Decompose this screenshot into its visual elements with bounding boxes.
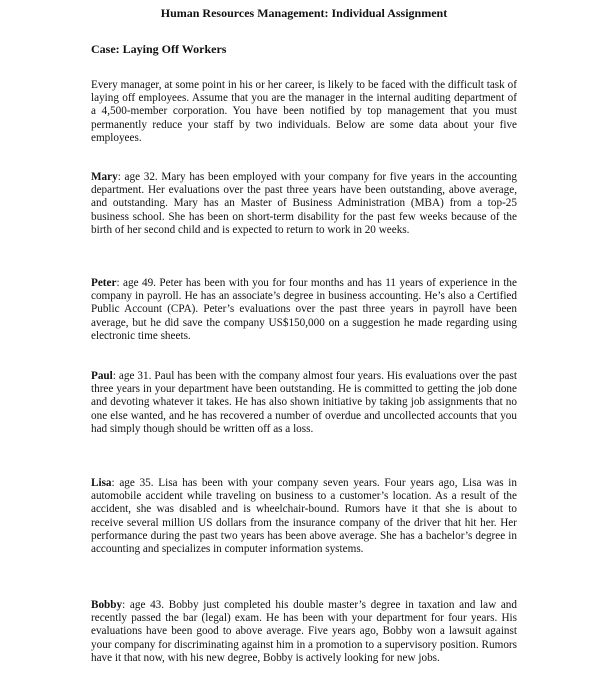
employee-name: Lisa [91, 477, 112, 489]
employee-paragraph-paul [91, 370, 517, 436]
intro-paragraph: Every manager, at some point in his or her career, is likely to be faced with the difficult task of laying off employees. Assume that you are the manager in the internal auditing department of a 4,500-member corporation. You have been notified by top management that you must permanently reduce your staff by two individuals. Below are some data about your five employees. [91, 79, 517, 144]
employee-description: : age 32. Mary has been employed with your company for five years in the accounting department. Her evaluations over the past three years have been outstanding, above average, and outstanding. Mary has an Master of Business Administration (MBA) from a top-25 business school. She has been on short-term disability for the past few weeks because of the birth of her second child and is expected to return to work in 20 weeks. [91, 171, 517, 236]
employee-description: : age 49. Peter has been with you for four months and has 11 years of experience in the company in payroll. He has an associate’s degree in business accounting. He’s also a Certified Public Account (CPA). Peter’s evaluations over the past three years in payroll have been average, but he did save the company US$150,000 on a suggestion he made regarding using electronic time sheets. [91, 277, 517, 342]
employee-paragraph-mary [91, 171, 517, 237]
employee-name: Peter [91, 277, 117, 289]
employee-name: Paul [91, 370, 113, 382]
employee-description: : age 35. Lisa has been with your company seven years. Four years ago, Lisa was in automobile accident while traveling on business to a customer’s location. As a result of the accident, she was disabled and is wheelchair-bound. Rumors have it that she is about to receive several million US dollars from the insurance company of the driver that hit her. Her performance during the past two years has been above average. She has a bachelor’s degree in accounting and specializes in computer information systems. [91, 477, 517, 556]
employee-paragraph-peter [91, 277, 517, 343]
employee-name: Bobby [91, 599, 123, 611]
employee-paragraph-bobby [91, 599, 517, 665]
employee-description: : age 31. Paul has been with the company almost four years. His evaluations over the past three years in your department have been outstanding. He is committed to getting the job done and devoting whatever it takes. He has also shown initiative by taking job assignments that no one else wanted, and he has recovered a number of overdue and uncollected accounts that you had simply though should be written off as a loss. [91, 370, 517, 435]
document-title: Human Resources Management: Individual Assignment [160, 6, 448, 20]
employee-description: : age 43. Bobby just completed his double master’s degree in taxation and law and recently passed the bar (legal) exam. He has been with your department for four years. His evaluations have been good to above average. Five years ago, Bobby won a lawsuit against your company for discriminating against him in a promotion to a supervisory position. Rumors have it that now, with his new degree, Bobby is actively looking for new jobs. [91, 599, 517, 664]
employee-name: Mary [91, 171, 118, 183]
case-title: Case: Laying Off Workers [91, 42, 227, 56]
employee-paragraph-lisa [91, 477, 517, 556]
